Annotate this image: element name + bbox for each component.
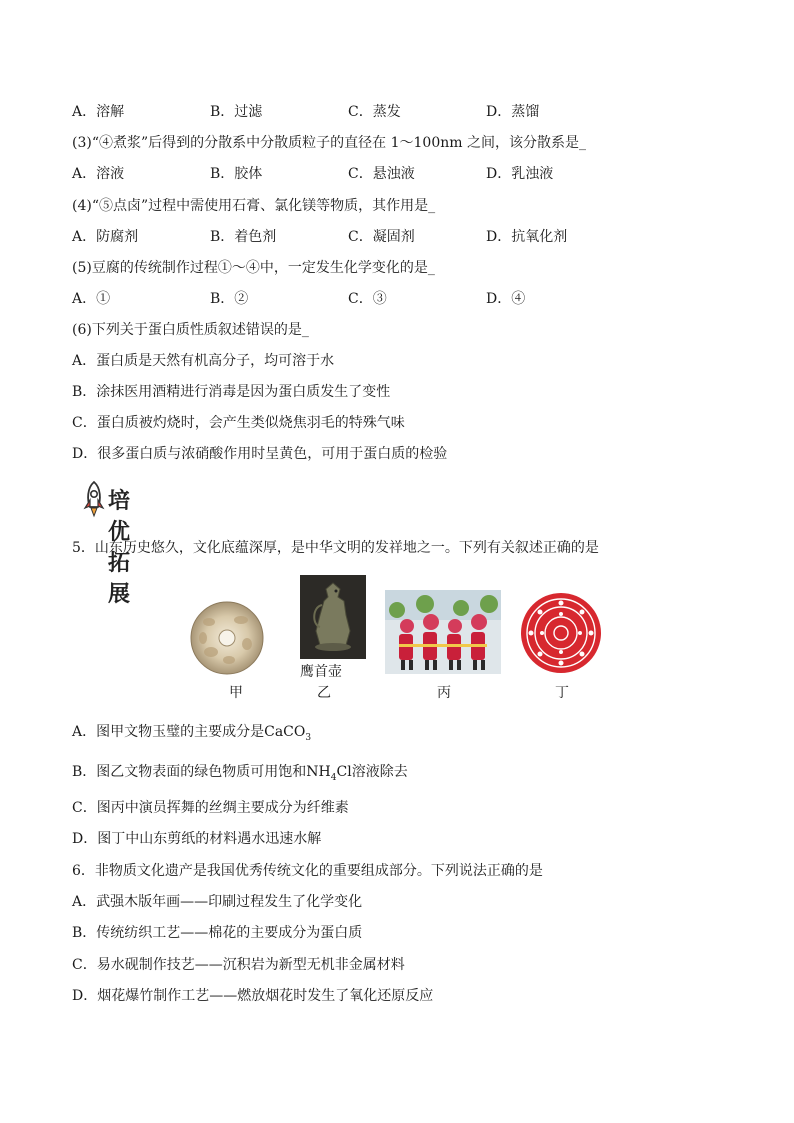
q5-option-a-text: A．图甲文物玉璧的主要成分是 [72, 724, 265, 740]
section-title: 培优拓展 [108, 489, 132, 607]
rocket-icon [82, 480, 106, 518]
formula-caco: CaCO [264, 724, 306, 740]
q5sub-option-b: B．② [210, 291, 249, 307]
q4-stem: (4)“⑤点卤”过程中需使用石膏、氯化镁等物质，其作用是_ [72, 198, 436, 214]
q5sub-stem: (5)豆腐的传统制作过程①～④中，一定发生化学变化的是_ [72, 260, 435, 276]
formula-cl: Cl [336, 764, 352, 780]
q3-option-c: C．悬浊液 [348, 166, 415, 182]
q3-option-b: B．胶体 [210, 166, 263, 182]
dance-performance-image [385, 590, 501, 674]
q5-stem: 5．山东历史悠久，文化底蕴深厚，是中华文明的发祥地之一。下列有关叙述正确的是 [72, 540, 599, 556]
q6sub-stem: (6)下列关于蛋白质性质叙述错误的是_ [72, 322, 309, 338]
jade-bi-disc-image [189, 600, 265, 676]
q2-option-b: B．过滤 [210, 104, 263, 120]
q6sub-option-c: C．蛋白质被灼烧时，会产生类似烧焦羽毛的特殊气味 [72, 415, 405, 431]
q6-option-a: A．武强木版年画——印刷过程发生了化学变化 [72, 894, 363, 910]
q2-option-c: C．蒸发 [348, 104, 401, 120]
q4-option-c: C．凝固剂 [348, 229, 415, 245]
q5sub-option-d: D．④ [486, 291, 526, 307]
q5-option-b-text: B．图乙文物表面的绿色物质可用饱和 [72, 764, 307, 780]
paper-cut-image [520, 592, 602, 674]
figure-bing-label: 丙 [437, 685, 451, 701]
q3-option-a: A．溶液 [72, 166, 125, 182]
q4-option-d: D．抗氧化剂 [486, 229, 568, 245]
q6sub-option-b: B．涂抹医用酒精进行消毒是因为蛋白质发生了变性 [72, 384, 391, 400]
figure-yi-label: 乙 [317, 685, 331, 701]
q5-option-d: D．图丁中山东剪纸的材料遇水迅速水解 [72, 831, 322, 847]
q6-option-b: B．传统纺织工艺——棉花的主要成分为蛋白质 [72, 925, 363, 941]
q6sub-option-d: D．很多蛋白质与浓硝酸作用时呈黄色，可用于蛋白质的检验 [72, 446, 448, 462]
q5-option-a [72, 722, 311, 748]
q6-option-c: C．易水砚制作技艺——沉积岩为新型无机非金属材料 [72, 957, 405, 973]
eagle-head-pot-image [300, 575, 366, 659]
q5-option-b-suffix: 溶液除去 [351, 764, 408, 780]
q6-option-d: D．烟花爆竹制作工艺——燃放烟花时发生了氧化还原反应 [72, 988, 434, 1004]
q6-stem: 6．非物质文化遗产是我国优秀传统文化的重要组成部分。下列说法正确的是 [72, 863, 543, 879]
q2-option-a: A．溶解 [72, 104, 125, 120]
q4-option-b: B．着色剂 [210, 229, 277, 245]
formula-nh: NH [306, 764, 331, 780]
q2-option-d: D．蒸馏 [486, 104, 540, 120]
q5sub-option-a: A．① [72, 291, 111, 307]
q5-option-c: C．图丙中演员挥舞的丝绸主要成分为纤维素 [72, 800, 349, 816]
section-banner [82, 480, 132, 607]
q4-option-a: A．防腐剂 [72, 229, 139, 245]
formula-caco-subscript: 3 [305, 732, 312, 743]
formula-nh-subscript: 4 [330, 772, 337, 783]
q5-option-b [72, 762, 408, 788]
q6sub-option-a: A．蛋白质是天然有机高分子，均可溶于水 [72, 353, 335, 369]
q3-option-d: D．乳浊液 [486, 166, 554, 182]
figure-yi-caption: 鹰首壶 [300, 664, 342, 680]
q5sub-option-c: C．③ [348, 291, 387, 307]
figure-ding-label: 丁 [555, 685, 569, 701]
figure-jia-label: 甲 [229, 685, 243, 701]
q3-stem: (3)“④煮浆”后得到的分散系中分散质粒子的直径在 1～100nm 之间，该分散系是_ [72, 135, 586, 151]
